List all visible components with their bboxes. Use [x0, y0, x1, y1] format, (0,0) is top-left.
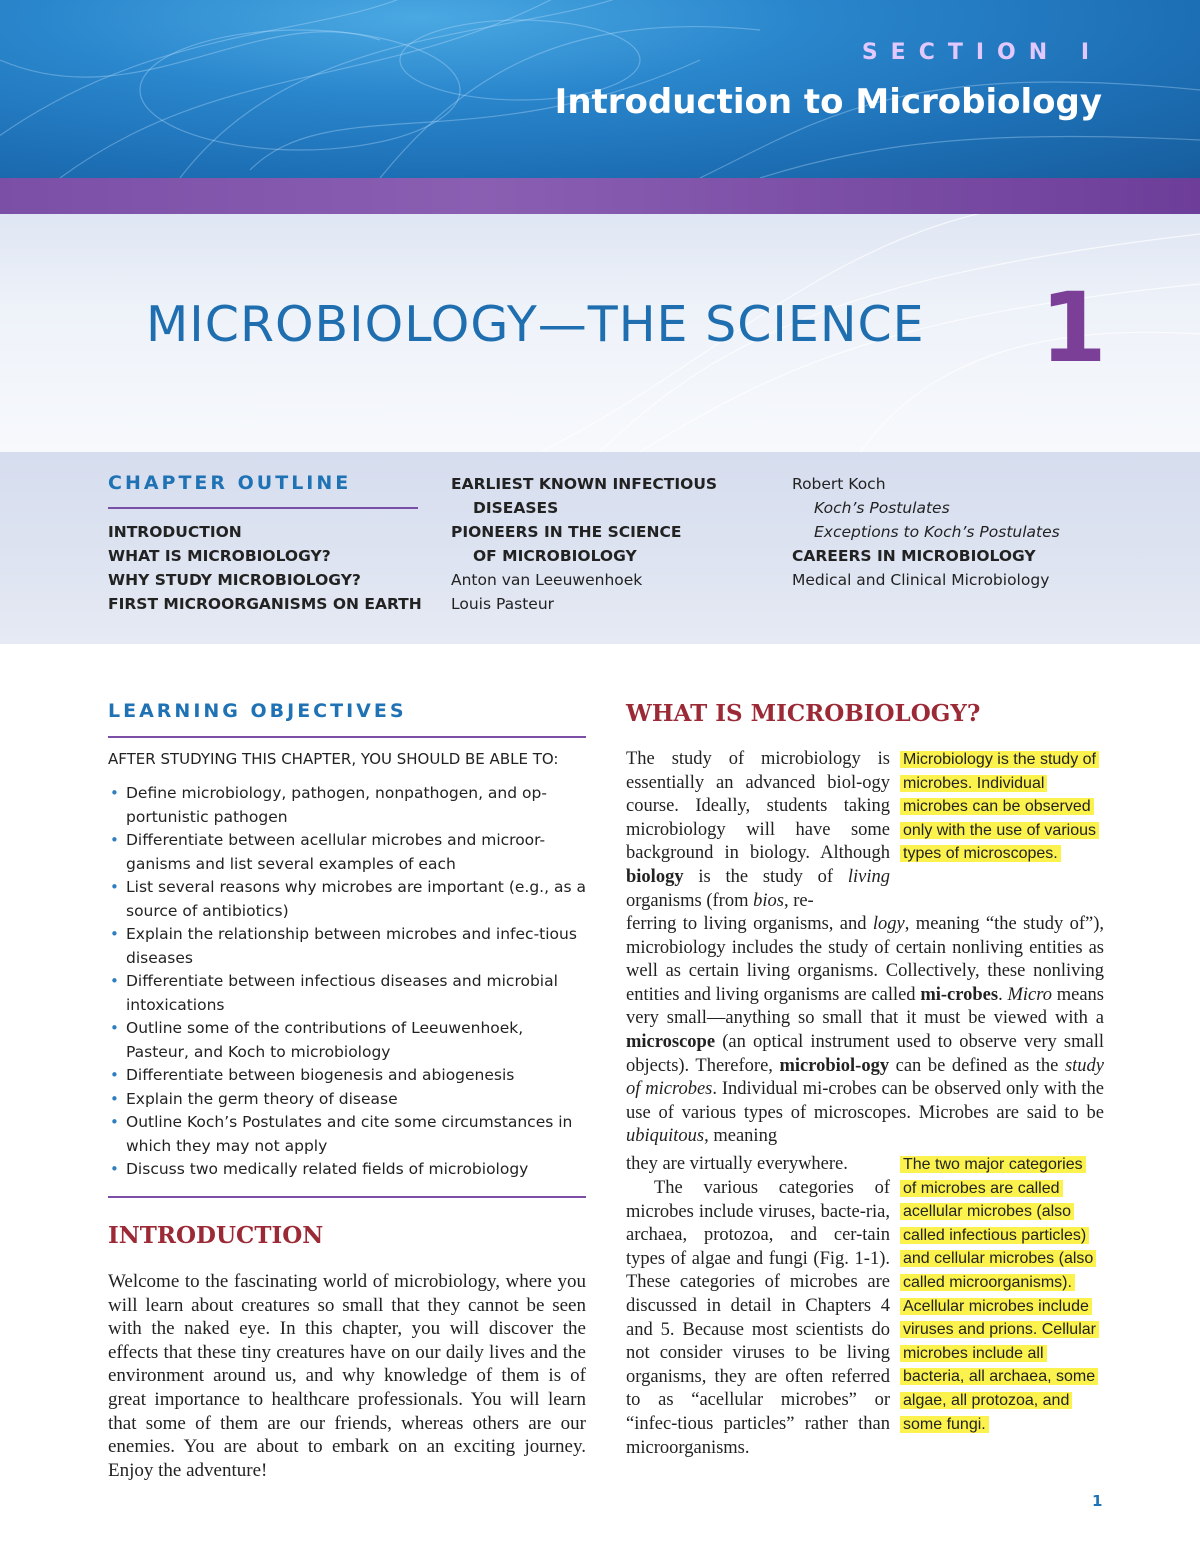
outline-column-1 — [108, 520, 422, 616]
outline-item: Koch’s Postulates — [814, 499, 950, 517]
objective-item: • Differentiate between infectious diseases and microbial intoxications — [110, 972, 558, 1014]
margin-highlight-note-1: Microbiology is the study of microbes. Individual microbes can be observed only with the use of various types of microscopes. — [900, 748, 1100, 866]
objective-item: • Explain the germ theory of disease — [108, 1088, 586, 1112]
chapter-outline-heading: CHAPTER OUTLINE — [108, 472, 352, 494]
page-number: 1 — [1092, 1492, 1103, 1510]
outline-item: Exceptions to Koch’s Postulates — [814, 523, 1060, 541]
body-paragraph-1c: they are virtually everywhere. — [626, 1154, 848, 1174]
outline-divider — [108, 507, 418, 509]
bullet-icon: • — [110, 972, 119, 990]
outline-item: DISEASES — [473, 499, 559, 517]
objective-item: • Explain the relationship between microbes and infec-tious diseases — [110, 925, 577, 967]
bullet-icon: • — [110, 784, 119, 802]
bullet-icon: • — [110, 1066, 119, 1084]
bullet-icon: • — [110, 878, 119, 896]
outline-item: Anton van Leeuwenhoek — [451, 571, 643, 589]
chapter-number: 1 — [1040, 272, 1107, 384]
outline-item: WHY STUDY MICROBIOLOGY? — [108, 571, 361, 589]
body-paragraph-1a: The study of microbiology is essentially an advanced biol-ogy course. Ideally, students taking microbiology will have some background in biology. Although biology is the study of living organisms (from bios, re- — [626, 749, 890, 911]
objectives-intro: AFTER STUDYING THIS CHAPTER, YOU SHOULD BE ABLE TO: — [108, 750, 559, 768]
outline-item: INTRODUCTION — [108, 523, 242, 541]
objective-item: • Outline Koch’s Postulates and cite some circumstances in which they may not apply — [110, 1113, 573, 1155]
objective-item: • Define microbiology, pathogen, nonpathogen, and op-portunistic pathogen — [110, 784, 547, 826]
body-paragraph-2: The various categories of microbes include viruses, bacte-ria, archaea, protozoa, and cer-tain types of algae and fungi (Fig. 1-1). These categories of microbes are discussed in detail in Chapters 4 and 5. Because most scientists do not consider viruses to be living organisms, they are often referred to as “acellular microbes” or “infec-tious particles” rather than microorganisms. — [626, 1178, 890, 1458]
outline-item: Medical and Clinical Microbiology — [792, 571, 1050, 589]
chapter-title: MICROBIOLOGY—THE SCIENCE — [146, 296, 925, 353]
bullet-icon: • — [110, 925, 119, 943]
outline-item: CAREERS IN MICROBIOLOGY — [792, 547, 1036, 565]
section-title: Introduction to Microbiology — [554, 82, 1102, 122]
outline-item: FIRST MICROORGANISMS ON EARTH — [108, 595, 422, 613]
objectives-list — [108, 782, 586, 1182]
outline-item: EARLIEST KNOWN INFECTIOUS — [451, 475, 718, 493]
bullet-icon: • — [110, 1160, 119, 1178]
what-is-microbiology-heading: WHAT IS MICROBIOLOGY? — [626, 700, 981, 727]
introduction-text: Welcome to the fascinating world of microbiology, where you will learn about creatures so small that they cannot be seen with the naked eye. In this chapter, you will discover the effects that these tiny creatures have on our daily lives and the environment around us, and why knowledge of them is of great importance to healthcare professionals. You will learn that some of them are our friends, whereas others are our enemies. You are about to embark on an exciting journey. Enjoy the adventure! — [108, 1271, 586, 1481]
outline-column-2 — [451, 472, 717, 616]
objective-item: • Outline some of the contributions of Leeuwenhoek, Pasteur, and Koch to microbiology — [110, 1019, 524, 1061]
bullet-icon: • — [110, 1089, 119, 1108]
objective-item: • Differentiate between acellular microbes and microor-ganisms and list several examples of each — [110, 831, 546, 873]
bullet-icon: • — [110, 1113, 119, 1131]
objective-item: • Discuss two medically related fields of microbiology — [108, 1158, 586, 1182]
objectives-divider-bottom — [108, 1196, 586, 1198]
outline-item: PIONEERS IN THE SCIENCE — [451, 523, 682, 541]
outline-item: Robert Koch — [792, 475, 886, 493]
objective-item: • Differentiate between biogenesis and abiogenesis — [108, 1064, 586, 1088]
introduction-heading: INTRODUCTION — [108, 1222, 324, 1249]
learning-objectives-heading: LEARNING OBJECTIVES — [108, 700, 407, 722]
header-purple-band — [0, 178, 1200, 214]
section-label: SECTION I — [861, 40, 1102, 65]
body-paragraph-1b: ferring to living organisms, and logy, meaning “the study of”), microbiology includes the study of certain nonliving entities as well as certain living organisms. Collectively, these nonliving entities and living organisms are called mi-crobes. Micro means very small—anything so small that it must be viewed with a microscope (an optical instrument used to observe very small objects). Therefore, microbiol-ogy can be defined as the study of microbes. Individual mi-crobes can be observed only with the use of various types of microscopes. Microbes are said to be ubiquitous, meaning — [626, 914, 1105, 1147]
outline-item: Louis Pasteur — [451, 595, 555, 613]
outline-item: WHAT IS MICROBIOLOGY? — [108, 547, 331, 565]
outline-item: OF MICROBIOLOGY — [473, 547, 637, 565]
bullet-icon: • — [110, 831, 119, 849]
bullet-icon: • — [110, 1019, 119, 1037]
objectives-divider-top — [108, 736, 586, 738]
margin-highlight-note-2: The two major categories of microbes are called acellular microbes (also called infectious particles) and cellular microbes (also called microorganisms). Acellular microbes include viruses and prions. Cellular microbes include all bacteria, all archaea, some algae, all protozoa, and some fungi. — [900, 1153, 1100, 1436]
objective-item: • List several reasons why microbes are important (e.g., as a source of antibiotics) — [110, 878, 586, 920]
outline-column-3 — [792, 472, 1060, 592]
